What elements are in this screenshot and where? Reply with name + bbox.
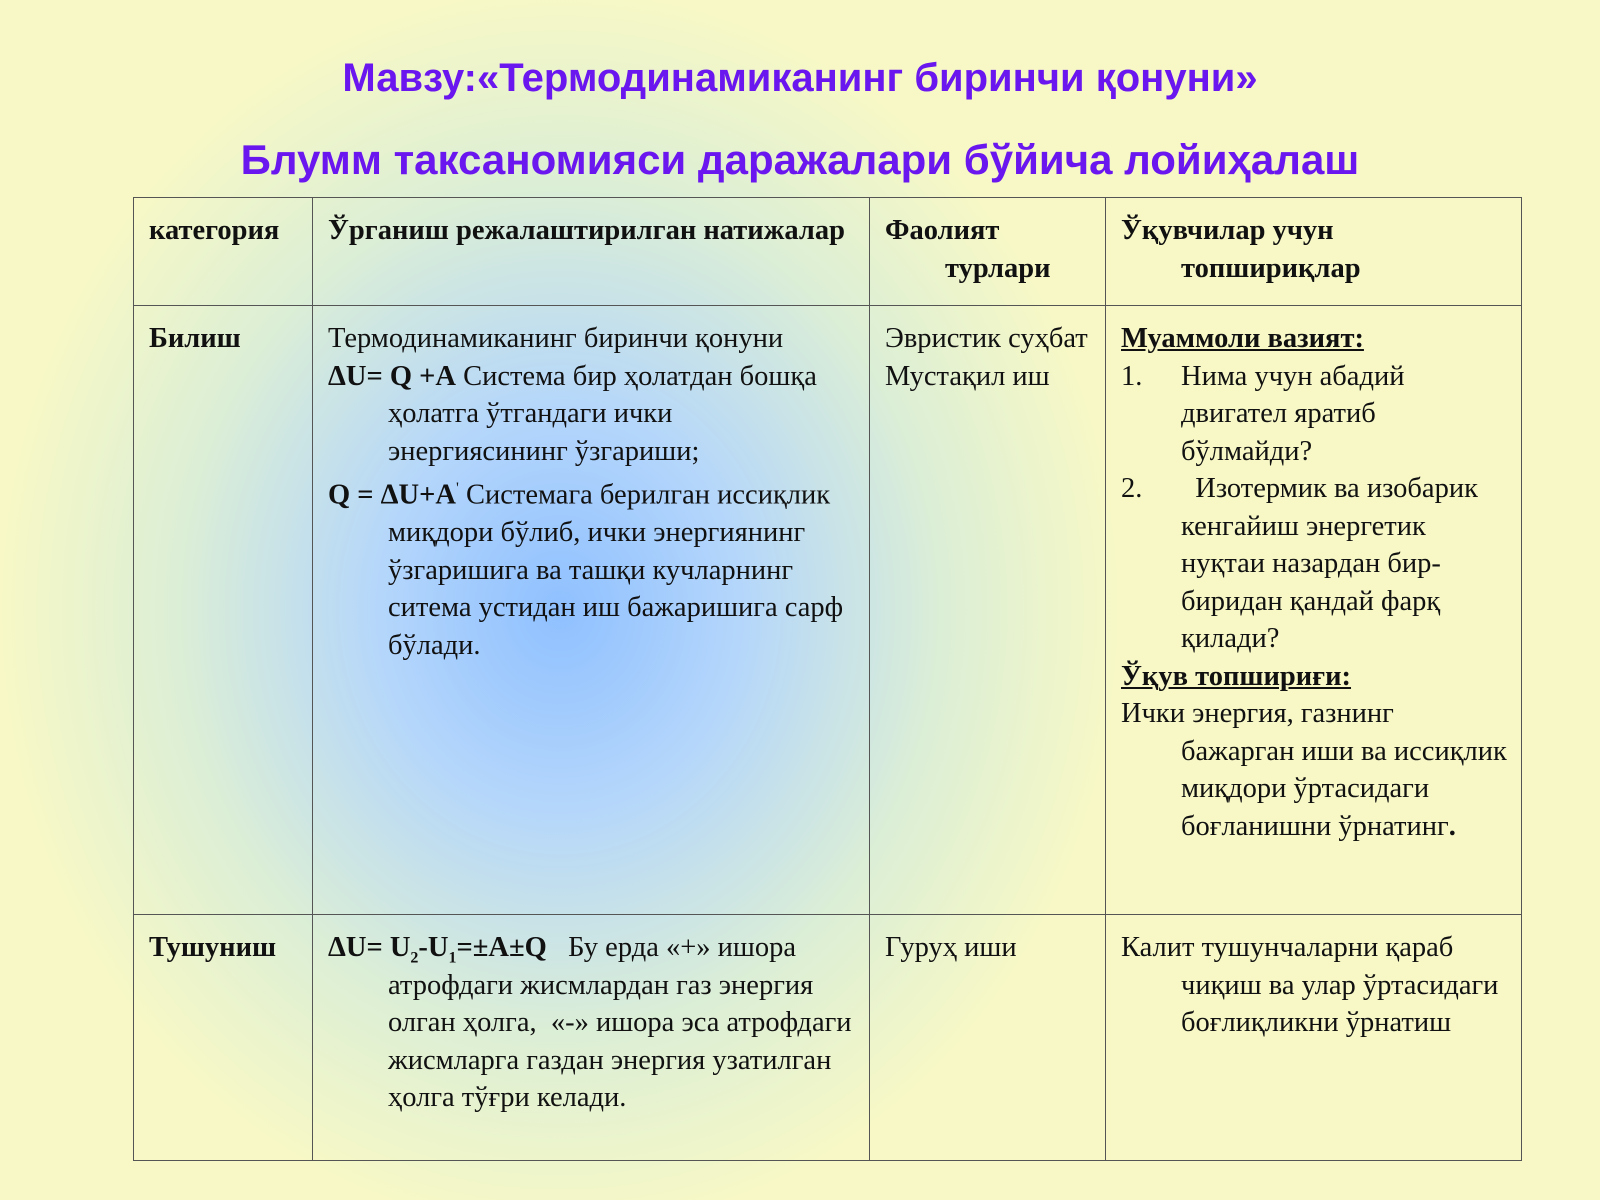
header-tasks-label: Ўқувчилар учун топшириқлар: [1121, 215, 1361, 284]
formula-delta-u-desc: Система бир ҳолатдан бошқа ҳолатга ўтгандаги ички энергиясининг ўзгариши;: [388, 360, 817, 467]
tasks-cell: [1106, 306, 1522, 915]
header-outcomes: [313, 198, 870, 306]
list-item: [1121, 358, 1507, 471]
task-text: Калит тушунчаларни қараб чиқиш ва улар ўртасидаги боғлиқликни ўрнатиш: [1121, 932, 1499, 1038]
list-item-text: Нима учун абадий двигател яратиб бўлмайди?: [1181, 360, 1405, 467]
formula-sub-2: 2: [410, 949, 419, 967]
formula-q-prime: ': [455, 480, 459, 497]
page-title: Мавзу:«Термодинамиканинг биринчи қонуни»: [342, 56, 1258, 100]
formula-du-a: ΔU= U: [328, 932, 411, 963]
outcome-formula-sign: [328, 929, 859, 1117]
formula-delta-u: ΔU= Q +А: [328, 360, 456, 392]
learning-task-end-dot: .: [1448, 810, 1456, 842]
outcome-law-name: Термодинамиканинг биринчи қонуни: [328, 323, 784, 354]
formula-q: Q = ΔU+A: [328, 479, 456, 511]
activity-item: Эвристик суҳбат: [885, 323, 1088, 354]
formula-du-c: =±A±Q: [456, 932, 547, 963]
category-cell: [134, 306, 313, 915]
category-label: Билиш: [149, 323, 241, 354]
header-outcomes-label: Ўрганиш режалаштирилган натижалар: [328, 215, 845, 246]
list-item: [1121, 470, 1507, 658]
learning-task-body: Ички энергия, газнинг бажарган иши ва иссиқлик миқдори ўртасидаги боғланишни ўрнатинг: [1121, 698, 1507, 842]
table-header-row: [134, 198, 1522, 306]
task-list: [1121, 358, 1507, 658]
table-row-comprehension: [134, 915, 1522, 1161]
category-label: Тушуниш: [149, 932, 277, 963]
table-row-knowledge: [134, 306, 1522, 915]
outcome-formula-heat: [328, 470, 855, 664]
activity-item: Гуруҳ иши: [885, 932, 1017, 963]
header-tasks: [1106, 198, 1522, 306]
category-cell: [134, 915, 313, 1161]
formula-sub-1: 1: [448, 949, 457, 967]
learning-task-heading: Ўқув топшириғи:: [1121, 660, 1352, 692]
activities-cell: [870, 306, 1106, 915]
header-category-label: категория: [149, 215, 280, 246]
problem-situation-heading: Муаммоли вазият:: [1121, 323, 1364, 354]
header-category: [134, 198, 313, 306]
header-activities: [870, 198, 1106, 306]
learning-task-text: [1121, 695, 1507, 845]
list-item-text: Изотермик ва изобарик кенгайиш энергетик нуқтаи назардан бир-биридан қандай фарқ қилади?: [1181, 473, 1486, 654]
formula-sign-desc: Бу ерда «+» ишора атрофдаги жисмлардан газ энергия олган ҳолга, «-» ишора эса атрофдаги жисмларга газдан энергия узатилган ҳолга тўғри келади.: [388, 932, 859, 1113]
activities-cell: [870, 915, 1106, 1161]
tasks-cell: [1106, 915, 1522, 1161]
page-subtitle: Блумм таксаномияси даражалари бўйича лойиҳалаш: [240, 136, 1360, 183]
activity-item: Мустақил иш: [885, 360, 1050, 392]
bloom-table: [133, 197, 1522, 1161]
header-activities-label: Фаолият турлари: [885, 215, 1051, 284]
list-item-number: 1.: [1121, 360, 1143, 392]
formula-du-b: -U: [418, 932, 449, 963]
formula-q-desc: Системага берилган иссиқлик миқдори бўлиб, ички энергиянинг ўзгаришига ва ташқи кучларнинг ситема устидан иш бажаришига сарф бўлади.: [388, 479, 844, 661]
outcome-formula-energy: [328, 358, 855, 471]
outcomes-cell: [313, 915, 870, 1161]
list-item-number: 2.: [1121, 473, 1143, 504]
outcomes-cell: [313, 306, 870, 915]
